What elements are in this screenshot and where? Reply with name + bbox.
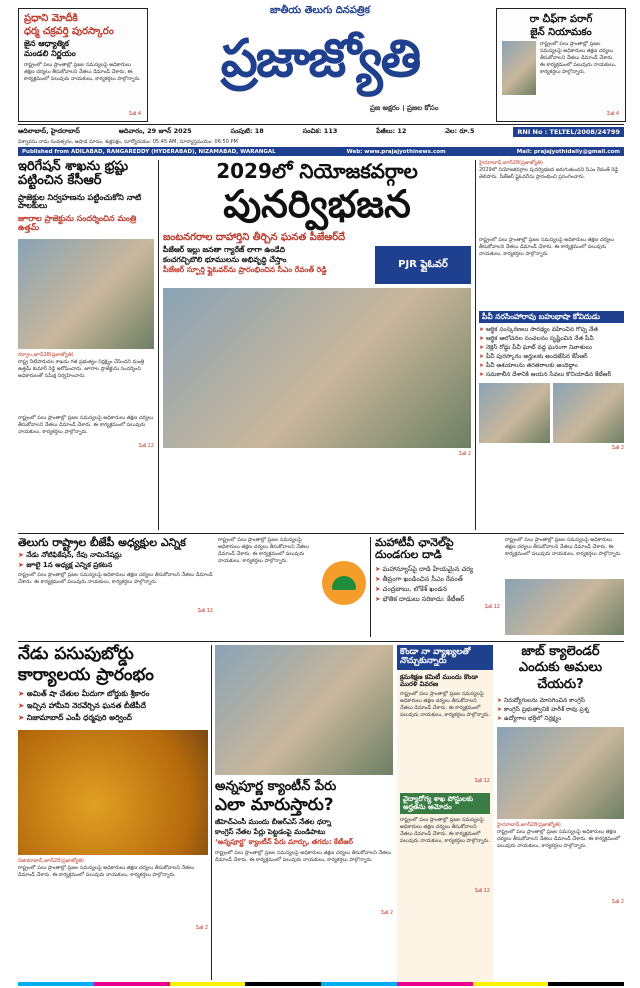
edition-issue: సంచిక: 113	[302, 127, 338, 135]
yadadri-page-num: 12	[483, 888, 490, 895]
right-box-photo	[502, 41, 536, 95]
left-box-body: రాష్ట్రంలో పలు ప్రాంతాల్లో ప్రజల సమస్యలపై అధికారులు తక్షణ చర్యలు తీసుకోవాలని నేతలు డిమాండ్ చేశారు. ఈ కార్యక్రమంలో పలువురు నాయకులు, కార్యకర్తలు పాల్గొన్నారు.	[24, 61, 141, 82]
mahaa-page-num: 12	[493, 604, 500, 611]
edition-price: వెల: రూ.5	[445, 127, 475, 135]
pv-bullet: ➤ ఆర్థిక ఆలోచనల సంచలనం సృష్టించిన నేత పీవీ	[479, 334, 624, 343]
registration-swatch	[548, 982, 624, 986]
column-rule-left	[158, 160, 159, 530]
registration-swatch	[245, 982, 321, 986]
canteen-headline-1: అన్నపూర్ణ క్యాంటీన్ పేరు	[215, 779, 337, 794]
masthead-title: ప్రజాజ్యోతి	[220, 29, 420, 89]
registration-bar	[18, 982, 624, 986]
konda-page-ref[interactable]: పేజీ 12	[474, 777, 490, 784]
canteen-body: రాష్ట్రంలో పలు ప్రాంతాల్లో ప్రజల సమస్యలపై అధికారులు తక్షణ చర్యలు తీసుకోవాలని నేతలు డిమాండ్ చేశారు. ఈ కార్యక్రమంలో పలువురు నాయకులు, కార్యకర్తలు పాల్గొన్నారు.	[215, 850, 392, 864]
job-page-num: 2	[620, 898, 624, 905]
left-story-photo	[18, 239, 154, 349]
bjp-headline: తెలుగు రాష్ట్రాల బీజేపీ అధ్యక్షుల ఎన్నిక	[18, 536, 186, 549]
job-headline-2: ఎందుకు అమలు	[518, 660, 603, 676]
job-photo	[497, 727, 624, 819]
turmeric-page-ref[interactable]: పేజీ 2	[196, 925, 208, 932]
column-rule-bottom-1	[211, 645, 212, 980]
canteen-sub-2: కాంగ్రెస్ నేతల పేర్లు పెట్టడంపై మండిపాటు	[215, 827, 326, 836]
left-box-sub-1: జైన ఆధ్యాత్మిక	[24, 39, 69, 48]
mahaa-side-body: రాష్ట్రంలో పలు ప్రాంతాల్లో ప్రజల సమస్యలపై అధికారులు తక్షణ చర్యలు తీసుకోవాలని నేతలు డిమాండ్ చేశారు. ఈ కార్యక్రమంలో పలువురు నాయకులు, కార్యకర్తలు పాల్గొన్నారు.	[505, 537, 622, 557]
lead-story[interactable]	[163, 160, 471, 530]
pv-bullet: ➤ నెక్లెస్ రోడ్డు పీవీ ఘాట్ వద్ద ఘనంగా నివాళులు	[479, 343, 624, 352]
edition-bar	[18, 126, 624, 138]
registration-swatch	[18, 982, 94, 986]
masthead-right-box[interactable]	[496, 8, 626, 122]
registration-swatch	[94, 982, 170, 986]
lead-sub-2: పీజేఆర్ ఇల్లు జనతా గ్యారేజ్ లాగా ఉండేది	[163, 244, 285, 254]
mahaa-bullets	[375, 564, 500, 604]
edition-date: ఆదివారం, 29 జూన్ 2025	[118, 127, 192, 135]
yadadri-body: రాష్ట్రంలో పలు ప్రాంతాల్లో ప్రజల సమస్యలపై అధికారులు తక్షణ చర్యలు తీసుకోవాలని నేతలు డిమాండ్ చేశారు. ఈ కార్యక్రమంలో పలువురు నాయకులు, కార్యకర్తలు పాల్గొన్నారు.	[400, 817, 490, 845]
pv-bullet: ➤ పీవీ ఆశయాలను తరతరాలకు అందిద్దాం	[479, 361, 624, 370]
edition-rni: RNI No : TELTEL/2008/24799	[513, 127, 624, 137]
right-column[interactable]	[479, 160, 624, 530]
job-bullet: ➤ ఉద్యోగాల భర్తీలో నిర్లక్ష్యం	[497, 714, 624, 723]
canteen-sub-1: జీహెచ్ఎంసీ ముందు బీఆర్ఎస్ నేతల ధర్నా	[215, 817, 332, 826]
section-rule-1	[18, 533, 624, 534]
edition-volume: సంపుటి: 18	[230, 127, 264, 135]
job-story[interactable]	[497, 645, 624, 985]
bjp-page-ref[interactable]: పేజీ 12	[197, 608, 213, 615]
pv-bullet: ➤ పీవీ పురస్కారం అర్హులకు అందజేసిన కేసీఆర్	[479, 352, 624, 361]
konda-story[interactable]	[397, 645, 493, 985]
konda-headline: కొండా నా వ్యాఖ్యలతో నొచ్చుకున్నారు	[397, 645, 493, 670]
right-column-page-ref[interactable]: పేజీ 2	[612, 445, 624, 452]
yadadri-headline: వైద్యారోగ్య శాఖ పోస్టులకు అర్హతను ఆమోదం	[400, 793, 490, 814]
pv-box-title: పీవీ నరసింహారావు బహుభాషా కోవిదుడు	[479, 311, 624, 323]
job-bullet: ➤ కాంగ్రెస్ ప్రభుత్వానికి హరీశ్ రావు ప్రశ్న	[497, 705, 624, 714]
turmeric-story[interactable]	[18, 645, 208, 985]
turmeric-dateline: నిజామాబాద్,జూన్28(ప్రజాజ్యోతి)	[18, 858, 84, 865]
right-column-body-2: రాష్ట్రంలో పలు ప్రాంతాల్లో ప్రజల సమస్యలపై అధికారులు తక్షణ చర్యలు తీసుకోవాలని నేతలు డిమాండ్ చేశారు. ఈ కార్యక్రమంలో పలువురు నాయకులు, కార్యకర్తలు పాల్గొన్నారు.	[479, 237, 615, 257]
lead-sub-1: జంటనగరాల దాహార్తిని తీర్చిన ఘనత పీజేఆర్‌దే	[163, 231, 346, 243]
left-story-sub-1: ప్రాజెక్టుల నిర్వహణను పట్టించుకోని నాటి పాలకులు	[18, 192, 142, 211]
job-bullet: ➤ నిరుద్యోగులను మోసగించిన కాంగ్రెస్	[497, 696, 624, 705]
bjp-detail	[218, 537, 366, 637]
turmeric-headline-2: కార్యాలయ ప్రారంభం	[18, 664, 154, 685]
bjp-page-num: 12	[206, 608, 213, 615]
left-box-headline-2: ధర్మ చక్రవర్తి పురస్కారం	[24, 26, 114, 37]
turmeric-bullet: ➤ అమిత్ షా చేతుల మీదుగా బోర్డుకు శ్రీకారం	[18, 688, 208, 700]
bjp-bullet-2: ➤ జూలై 1న అధ్యక్ష ఎన్నిక ప్రకటన	[18, 562, 213, 570]
right-column-page-num: 2	[620, 445, 624, 452]
edition-place: ఆదిలాబాద్, హైదరాబాద్	[18, 127, 80, 135]
right-box-page-ref[interactable]: పేజీ 4	[607, 111, 619, 117]
turmeric-bullet: ➤ నిజామాబాద్ ఎంపీ ధర్మపురి అర్వింద్	[18, 712, 208, 724]
right-box-body: రాష్ట్రంలో పలు ప్రాంతాల్లో ప్రజల సమస్యలపై అధికారులు తక్షణ చర్యలు తీసుకోవాలని నేతలు డిమాండ్ చేశారు. ఈ కార్యక్రమంలో పలువురు నాయకులు, కార్యకర్తలు పాల్గొన్నారు.	[540, 41, 617, 75]
konda-sub: క్రమశిక్షణ కమిటీ ముందు కొండా మురళి వివరణ	[400, 672, 478, 688]
turmeric-headline-1: నేడు పసుపుబోర్డు	[18, 644, 134, 664]
mahaa-bullet: ➤ భౌతిక దాడులు సరికాదు: కేటీఆర్	[375, 594, 500, 604]
canteen-photo	[215, 645, 393, 775]
lead-headline-2: పునర్విభజన	[223, 182, 411, 226]
publisher-web[interactable]: Web: www.prajajyothinews.com	[346, 148, 446, 155]
job-bullets	[497, 696, 624, 723]
canteen-headline-2: ఎలా మారుస్తారు?	[215, 795, 334, 816]
lead-page-num: 2	[467, 450, 471, 457]
bjp-bullet-1: ➤ నేడు నోటిఫికేషన్, రేపు నామినేషన్లు	[18, 552, 213, 560]
publisher-line	[18, 147, 624, 156]
lead-sub-3: కంచగచ్చిబౌలి భూములను అభివృద్ధి చేస్తాం	[163, 255, 287, 265]
left-story-body-2: రాష్ట్రంలో పలు ప్రాంతాల్లో ప్రజల సమస్యలపై అధికారులు తక్షణ చర్యలు తీసుకోవాలని నేతలు డిమాండ్ చేశారు. ఈ కార్యక్రమంలో పలువురు నాయకులు, కార్యకర్తలు పాల్గొన్నారు.	[18, 414, 154, 435]
canteen-story[interactable]	[215, 645, 393, 985]
registration-swatch	[473, 982, 549, 986]
registration-swatch	[170, 982, 246, 986]
masthead-motto: ప్రజ అక్షరం । ప్రజల కోసం	[370, 104, 439, 112]
canteen-page-num: 2	[389, 910, 393, 917]
bjp-body: రాష్ట్రంలో పలు ప్రాంతాల్లో ప్రజల సమస్యలపై అధికారులు తక్షణ చర్యలు తీసుకోవాలని నేతలు డిమాండ్ చేశారు. ఈ కార్యక్రమంలో పలువురు నాయకులు, కార్యకర్తలు పాల్గొన్నారు.	[18, 572, 213, 586]
registration-swatch	[321, 982, 397, 986]
edition-rule-top	[18, 124, 624, 125]
left-story-page-num: 12	[147, 442, 154, 449]
lead-page-ref[interactable]: పేజీ 2	[459, 450, 471, 457]
turmeric-bullets	[18, 688, 208, 724]
mahaa-photo	[505, 579, 624, 635]
left-story-body: రాష్ట్ర నీటిపారుదల శాఖను గత ప్రభుత్వం నిర్లక్ష్యం చేసిందని మంత్రి ఉత్తమ్ కుమార్ రెడ్డి ఆరోపించారు. జూరాల ప్రాజెక్టును సందర్శించి అధికారులతో సమీక్ష నిర్వహించారు.	[18, 358, 145, 379]
turmeric-photo	[18, 730, 208, 855]
pv-photo-1	[479, 383, 550, 443]
almanac-line: విశ్వావసు నామ సంవత్సరం, ఆషాడ మాసం, శుక్లపక్షం, సూర్యోదయం: 05:45 AM, సూర్యాస్తమయం: 06:50 PM	[18, 139, 238, 145]
konda-page-num: 12	[483, 777, 490, 784]
left-story-sub-2: జూరాల ప్రాజెక్టును సందర్శించిన మంత్రి ఉత్తమ్	[18, 214, 137, 232]
lotus-icon	[332, 576, 356, 590]
yadadri-page-ref[interactable]: పేజీ 12	[474, 888, 490, 895]
left-story[interactable]	[18, 160, 154, 530]
pv-bullet: ➤ సమకాలీన దేశానికి ఆయన సేవలు కొనియాడిన కేటీఆర్	[479, 370, 624, 379]
column-rule-mid	[370, 537, 371, 637]
canteen-sub-3: ‘అన్నపూర్ణ’ క్యాంటీన్ పేరు మార్పు, తగదు: కేటీఆర్	[215, 838, 353, 847]
publisher-mail[interactable]: Mail: prajajyothidaily@gmail.com	[516, 148, 620, 155]
job-headline-3: చేయరు?	[537, 676, 584, 692]
turmeric-body: రాష్ట్రంలో పలు ప్రాంతాల్లో ప్రజల సమస్యలపై అధికారులు తక్షణ చర్యలు తీసుకోవాలని నేతలు డిమాండ్ చేశారు. ఈ కార్యక్రమంలో పలువురు నాయకులు, కార్యకర్తలు పాల్గొన్నారు.	[18, 865, 195, 879]
right-column-body: 2029లో నియోజకవర్గాల పునర్విభజన జరుగుతుందని సీఎం రేవంత్ రెడ్డి తెలిపారు. పీజేఆర్ ఫ్లైఓవర్‌ను ప్రారంభించి ప్రసంగించారు.	[479, 167, 619, 180]
canteen-page-ref[interactable]: పేజీ 2	[381, 910, 393, 917]
mahaa-headline: మహాటీవీ ఛానెల్‌పై దుండగుల దాడి	[375, 536, 454, 562]
left-story-page-ref[interactable]: పేజీ 12	[138, 442, 154, 449]
turmeric-page-num: 2	[204, 925, 208, 932]
mahaa-bullet: ➤ చంద్రబాబు, లోకేశ్ ఖండన	[375, 584, 500, 594]
bjp-detail-body: రాష్ట్రంలో పలు ప్రాంతాల్లో ప్రజల సమస్యలపై అధికారులు తక్షణ చర్యలు తీసుకోవాలని నేతలు డిమాండ్ చేశారు. ఈ కార్యక్రమంలో పలువురు నాయకులు, కార్యకర్తలు పాల్గొన్నారు.	[218, 537, 309, 564]
mahaa-story[interactable]	[375, 537, 500, 637]
mahaa-page-ref[interactable]: పేజీ 12	[484, 604, 500, 611]
job-headline-1: జాబ్ క్యాలెండర్	[521, 644, 600, 659]
publisher-published: Published from ADILABAD, RANGAREDDY (HYDERABAD), NIZAMABAD, WARANGAL	[22, 148, 276, 155]
turmeric-bullet: ➤ ఇచ్చిన హామీని నెరవేర్చిన ఘనత బీజేపీదే	[18, 700, 208, 712]
job-page-ref[interactable]: పేజీ 2	[612, 898, 624, 905]
konda-body: రాష్ట్రంలో పలు ప్రాంతాల్లో ప్రజల సమస్యలపై అధికారులు తక్షణ చర్యలు తీసుకోవాలని నేతలు డిమాండ్ చేశారు. ఈ కార్యక్రమంలో పలువురు నాయకులు, కార్యకర్తలు పాల్గొన్నారు.	[400, 690, 490, 718]
left-box-page-ref[interactable]: పేజీ 4	[129, 111, 141, 117]
right-box-headline-2: జైన్ నియామకం	[530, 27, 592, 38]
section-rule-2	[18, 641, 624, 642]
bjp-story[interactable]	[18, 537, 213, 637]
mahaa-bullet: ➤ తీవ్రంగా ఖండించిన సీఎం రేవంత్	[375, 574, 500, 584]
column-rule-right	[475, 160, 476, 530]
mahaa-side	[505, 537, 624, 637]
pv-bullet: ➤ ఆర్థిక సంస్కరణలు సారథ్యం వహించిన గొప్ప నేత	[479, 325, 624, 334]
left-box-headline-1: ప్రధాని మోదీకి	[24, 13, 78, 24]
left-story-dateline: గద్వాల,జూన్28(ప్రజాజ్యోతి)	[18, 351, 74, 358]
lead-sub-4: పీజేఆర్ స్ఫూర్తి ఫ్లైఓవర్‌ను ప్రారంభించిన సీఎం రేవంత్ రెడ్డి	[163, 265, 327, 275]
lead-photo	[163, 288, 471, 448]
lead-headline-1: 2029లో నియోజకవర్గాల	[216, 159, 418, 183]
left-story-headline: ఇరిగేషన్ శాఖను భ్రష్టు పట్టించిన కేసీఆర్	[18, 159, 129, 189]
mahaa-bullet: ➤ మహాన్యూస్‌పై దాడి హేయమైన చర్య	[375, 564, 500, 574]
masthead-left-box[interactable]	[18, 8, 148, 122]
job-dateline: హైదరాబాద్,జూన్28(ప్రజాజ్యోతి)	[497, 821, 561, 828]
left-box-sub-2: మండలి నిర్ణయం	[24, 48, 76, 58]
lead-photo-banner	[375, 246, 471, 284]
pv-bullets	[479, 325, 624, 379]
edition-pages: పేజీలు: 12	[376, 127, 407, 135]
lead-photo-banner-text: PJR ఫ్లైఓవర్	[398, 258, 448, 270]
job-body: రాష్ట్రంలో పలు ప్రాంతాల్లో ప్రజల సమస్యలపై అధికారులు తక్షణ చర్యలు తీసుకోవాలని నేతలు డిమాండ్ చేశారు. ఈ కార్యక్రమంలో పలువురు నాయకులు, కార్యకర్తలు పాల్గొన్నారు.	[497, 828, 621, 849]
right-box-headline-1: రా చీఫ్‌గా పరాగ్	[529, 14, 593, 25]
pv-photo-2	[553, 383, 624, 443]
registration-swatch	[397, 982, 473, 986]
right-column-dateline: హైదరాబాద్,జూన్28(ప్రజాజ్యోతి)	[479, 160, 543, 166]
bjp-logo	[322, 561, 366, 605]
masthead-tagline: జాతీయ తెలుగు దినపత్రిక	[270, 5, 370, 16]
